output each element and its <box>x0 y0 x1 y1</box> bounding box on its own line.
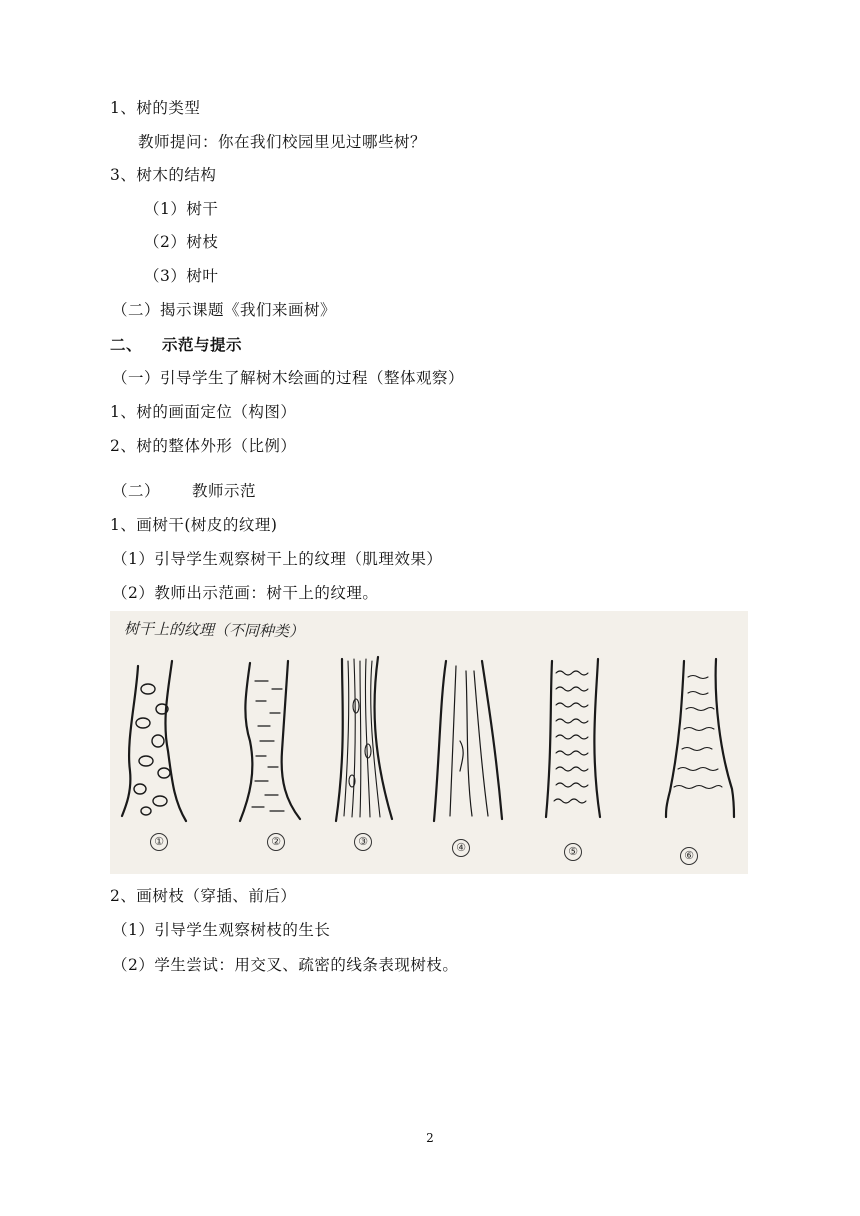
trunk-6 <box>666 659 734 817</box>
trunk-5 <box>546 659 600 817</box>
trunk-number-4: ④ <box>452 839 470 857</box>
line-tree-types: 1、树的类型 <box>110 99 201 117</box>
line-observe-texture: （1）引导学生观察树干上的纹理（肌理效果） <box>112 550 443 568</box>
subsection-two-number: （二） <box>112 482 161 500</box>
trunk-1 <box>122 661 186 821</box>
trunk-number-1: ① <box>150 833 168 851</box>
trunk-number-5: ⑤ <box>564 843 582 861</box>
line-composition: 1、树的画面定位（构图） <box>110 403 297 421</box>
trunk-number-6: ⑥ <box>680 847 698 865</box>
line-teacher-question: 教师提问：你在我们校园里见过哪些树？ <box>138 133 427 151</box>
section-two-number: 二、 <box>110 335 143 354</box>
line-draw-trunk: 1、画树干(树皮的纹理) <box>110 516 278 534</box>
line-trunk: （1）树干 <box>144 200 219 218</box>
line-proportion: 2、树的整体外形（比例） <box>110 437 297 455</box>
figure-caption: 树干上的纹理（不同种类） <box>123 619 305 641</box>
trunk-3 <box>336 657 392 821</box>
section-two-title: 示范与提示 <box>162 335 243 354</box>
line-tree-structure: 3、树木的结构 <box>110 166 217 184</box>
line-show-example: （2）教师出示范画：树干上的纹理。 <box>112 584 379 602</box>
subsection-two-title: 教师示范 <box>192 482 257 500</box>
line-student-try: （2）学生尝试：用交叉、疏密的线条表现树枝。 <box>112 956 459 974</box>
line-guide-process: （一）引导学生了解树木绘画的过程（整体观察） <box>112 369 465 387</box>
line-observe-branch: （1）引导学生观察树枝的生长 <box>112 921 331 939</box>
line-reveal-topic: （二）揭示课题《我们来画树》 <box>112 301 337 319</box>
page-number: 2 <box>426 1131 434 1145</box>
line-branch: （2）树枝 <box>144 233 219 251</box>
line-draw-branch: 2、画树枝（穿插、前后） <box>110 887 297 905</box>
trunk-2 <box>240 661 300 821</box>
trunk-drawings <box>110 611 748 874</box>
trunk-number-2: ② <box>267 833 285 851</box>
trunk-number-3: ③ <box>354 833 372 851</box>
trunk-4 <box>434 661 502 821</box>
line-leaf: （3）树叶 <box>144 267 219 285</box>
trunk-texture-figure <box>110 611 748 874</box>
